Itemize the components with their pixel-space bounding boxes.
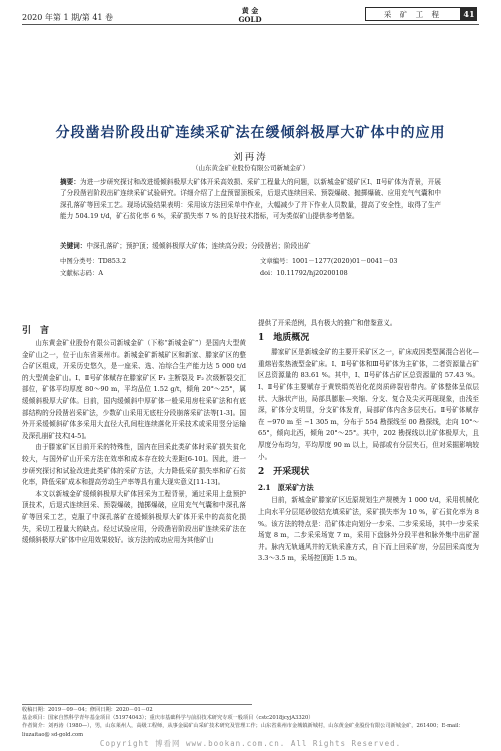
intro-paragraph-2: 由于滕家矿区目前开采的特殊性，国内在回采此类矿体时采矿损失贫化较大，与国外矿山开采方法在效率和成本存在较大差距[6-10]。因此，进一步研究探讨和试验改进此类矿体的采矿方法，大力降低采矿损失率和矿石贫化率，降低采矿成本和提高劳动生产率等具有重大现实意义[11-13]。 [22, 443, 246, 487]
article-number: 文章编号：1001－1277(2020)01－0041－03 [260, 257, 398, 265]
keywords-text: 中深孔落矿；预护顶；缓倾斜极厚大矿体；连续高分段；分段凿岩；阶段出矿 [86, 242, 311, 250]
fund-info: 基金项目：国家自然科学青年基金项目（51974043）；重庆市基础科学与前沿技术研究专项一般项目（cstc2018jcyjA3320） [22, 715, 314, 722]
footnotes [22, 706, 482, 739]
section-tag [365, 8, 477, 20]
received-date: 收稿日期：2019－09－04；修回日期：2020－01－02 [22, 707, 153, 713]
author-bio: 作者简介：刘再涛（1980—），男，山东莱州人，高级工程师，从事金属矿山采矿技术研究及管理工作；山东省莱州市金城镇新城村，山东黄金矿业股份有限公司新城金矿，261400；E-mail：liuzaitao@ sd-gold.com [22, 723, 464, 738]
page-number: 41 [461, 7, 477, 21]
geology-paragraph: 滕家矿区是新城金矿的主要开采矿区之一，矿床成因类型属混合岩化—重熔岩浆热液型金矿床。Ⅰ、Ⅱ号矿体和Ⅲ号矿体为主矿体，二者资源量占矿区总资源量的 83.61 %。其中，Ⅰ、Ⅱ号矿体占矿区总资源量的 57.43 %。Ⅰ、Ⅱ号矿体主要赋存于黄铁绢英岩化花岗质碎裂岩带内。矿体整体呈似层状、大脉状产出，局部具膨胀—夹缩、分支、复合及尖灭再现现象，由浅至深，矿体分支明显，分支矿体发育，局部矿体内含多层夹石。Ⅱ号矿体赋存在 −970 m 至 −1 305 m，分布于 554 勘探线至 00 勘探线，走向 10°～65°，倾向北西，倾角 20°～25°。其中，202 勘探线以北矿体极厚大，且厚度分布均匀，平均厚度 90 m 以上，局部或有分层夹石，但对采掘影响较小。 [258, 348, 479, 461]
left-column [22, 338, 246, 547]
section-2-heading: 2 开采现状 [258, 467, 310, 478]
intro-paragraph-1: 山东黄金矿业股份有限公司新城金矿（下称“新城金矿”）是国内大型黄金矿山之一，位于山东省莱州市。新城金矿新城矿区和新家、滕家矿区的整合矿区组成，开采历史悠久，是一座采、选、冶综合生产能力达 5 000 t/d 的大型黄金矿山。Ⅰ、Ⅱ号矿体赋存在滕家矿区 F₁ 主断裂及 F₂ 次级断裂交汇部位，矿体平均厚度 80～90 m，平均品位 1.52 g/t，倾角 20°～25°，属缓倾斜极厚大矿体。目前，国内缓倾斜中厚矿体一般采用房柱采矿法和有底部结构的分段凿岩采矿法，少数矿山采用无底柱分段崩落采矿法等[1-3]。国外开采缓倾斜矿体多采用大直径大孔间柱连续落化开采技术或采用竖分运输及深孔崩矿技术[4-5]。 [22, 339, 246, 440]
header-divider [22, 24, 479, 25]
intro-paragraph-3: 本文以新城金矿缓倾斜极厚大矿体回采为工程背景，通过采用上盘预护顶技术，后退式连续回采、预裂爆破，抛掷爆破，应用充气气囊和中深孔落矿等回采工艺，克服了中深孔落矿在缓倾斜极厚大矿体开采中的高贫化损失，采切工程量大的缺点。经过试验应用，分段凿岩阶段出矿连续采矿法在缓倾斜极厚大矿体中应用效果较好。该方法的成功应用为其他矿山 [22, 489, 246, 545]
abstract-label: 摘要： [60, 178, 81, 186]
right-column [258, 318, 479, 565]
doi: doi：10.11792/hj20200108 [260, 269, 348, 277]
abstract [60, 177, 441, 223]
section-label: 采 矿 工 程 [365, 7, 461, 21]
issue-info: 2020 年第 1 期/第 41 卷 [22, 13, 114, 22]
copyright-watermark: Copyright 博看网 www.bookan.com.cn. All Rights Reserved. [99, 739, 402, 748]
intro-heading: 引 言 [22, 326, 50, 336]
article-author: 刘再涛 [233, 152, 268, 163]
clc-number: 中图分类号：TD853.2 [60, 257, 127, 265]
intro-continuation: 提供了开采范例，具有极大的推广和借鉴意义。 [258, 319, 397, 327]
footnote-divider [22, 704, 252, 705]
section-1-heading: 1 地质概况 [258, 332, 310, 343]
journal-name-en: GOLD [238, 15, 262, 24]
journal-name [228, 6, 272, 24]
keywords-label: 关键词： [60, 242, 87, 250]
article-title: 分段凿岩阶段出矿连续采矿法在缓倾斜极厚大矿体中的应用 [55, 125, 446, 141]
section-2-1-heading: 2.1 原采矿方法 [258, 482, 314, 492]
document-code: 文献标志码：A [60, 269, 103, 277]
mining-method-paragraph: 目前，新城金矿滕家矿区近原规划生产规模为 1 000 t/d，采用机械化上向水平分层尾砂胶结充填采矿法，采矿损失率为 10 %，矿石贫化率为 8 %。该方法的特点是：沿矿体走向划分一步采、二步采采场，其中一步采采场宽 8 m，二步采采场宽 7 m，采用下盘脉外分段平巷和脉外集中出矿溜井。脉内无轨通风井的无轨采准方式，自下而上回采矿房，分层回采高度为 3.3～3.5 m，采场控顶距 1.5 m。 [258, 496, 479, 563]
keywords [60, 241, 441, 251]
journal-name-cn: 黄 金 [241, 6, 259, 15]
author-affiliation: （山东黄金矿业股份有限公司新城金矿） [192, 164, 309, 172]
abstract-text: 为进一步研究探讨和改进缓倾斜极厚大矿体开采高效损、采矿工程量大的问题，以新城金矿缓矿区Ⅰ、Ⅱ号矿体为背景，开展了分段凿岩阶段出矿连续采矿试验研究。详细介绍了上盘预留顶板采，后退式连续回采、预裂爆破、抛掷爆破、应用充气气囊和中深孔落矿等回采工艺。现场试验结果表明：采用该方法回采单中作业，大幅减少了井下作业人员数量，提高了安全性，取得了生产能力 504.19 t/d，矿石贫化率 6 %，采矿损失率 7 % 的良好技术指标，可为类似矿山提供参考借鉴。 [60, 178, 441, 221]
